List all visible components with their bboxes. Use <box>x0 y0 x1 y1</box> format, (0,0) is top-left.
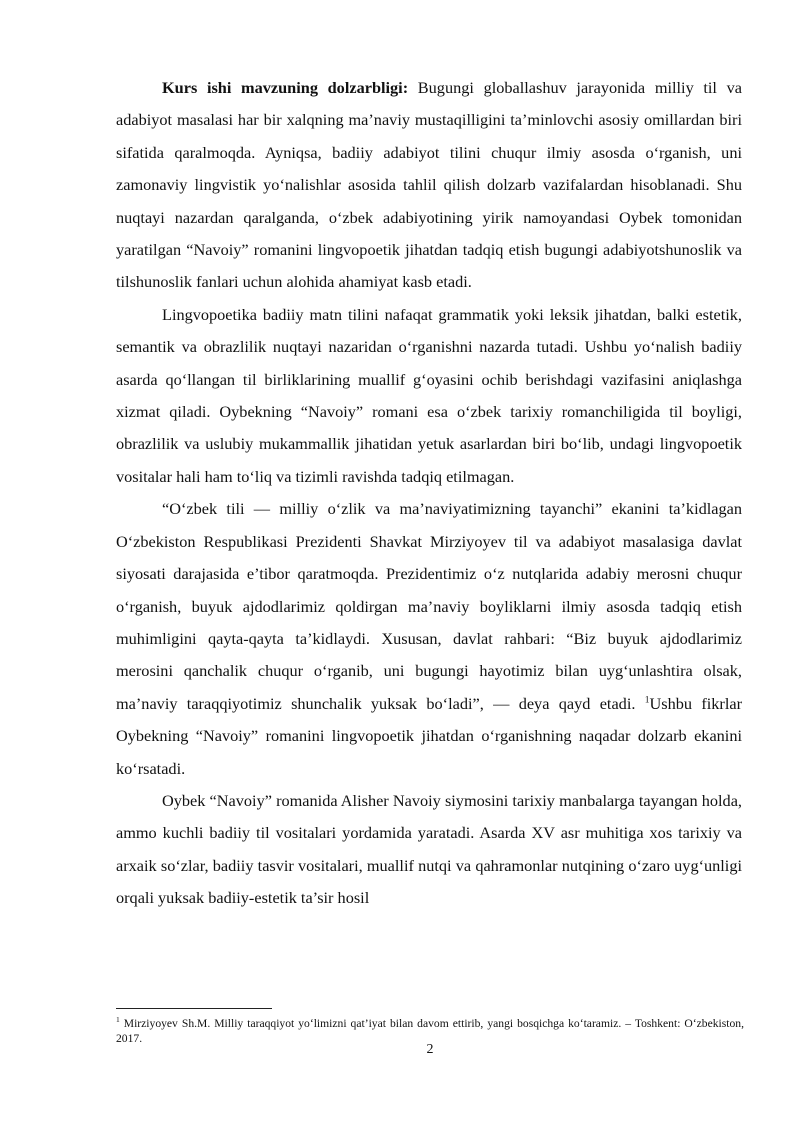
paragraph-text: Lingvopoetika badiiy matn tilini nafaqat grammatik yoki leksik jihatdan, balki estetik, semantik va obrazlilik nuqtayi nazaridan o‘rganishni nazarda tutadi. Ushbu yo‘nalish badiiy asarda qo‘llangan til birliklarining muallif g‘oyasini ochib berishdagi vazifasini aniqlashga xizmat qiladi. Oybekning “Navoiy” romani esa o‘zbek tarixiy romanchiligida til boyligi, obrazlilik va uslubiy mukammallik jihatidan yetuk asarlardan biri bo‘lib, undagi lingvopoetik vositalar hali ham to‘liq va tizimli ravishda tadqiq etilmagan. <box>116 304 742 486</box>
paragraph-relevance <box>116 72 742 299</box>
footnote-text: Mirziyoyev Sh.M. Milliy taraqqiyot yo‘limizni qat’iyat bilan davom ettirib, yangi bosqichga ko‘taramiz. – Toshkent: O‘zbekiston, 2017. <box>116 1017 744 1045</box>
paragraph-text: Oybek “Navoiy” romanida Alisher Navoiy siymosini tarixiy manbalarga tayangan holda, ammo kuchli badiiy til vositalari yordamida yaratadi. Asarda XV asr muhitiga xos tarixiy va arxaik so‘zlar, badiiy tasvir vositalari, muallif nutqi va qahramonlar nutqining o‘zaro uyg‘unligi orqali yuksak badiiy-estetik ta’sir hosil <box>116 790 742 908</box>
footnote-reference[interactable]: 1 <box>644 695 650 706</box>
paragraph-text: Ushbu fikrlar Oybekning “Navoiy” romanini lingvopoetik jihatdan o‘rganishning naqadar dolzarb ekanini ko‘rsatadi. <box>116 693 743 778</box>
paragraph-text: Bugungi globallashuv jarayonida milliy til va adabiyot masalasi har bir xalqning ma’naviy mustaqilligini ta’minlovchi asosiy omillardan biri sifatida qaralmoqda. Ayniqsa, badiiy adabiyot tilini chuqur ilmiy asosda o‘rganish, uni zamonaviy lingvistik yo‘nalishlar asosida tahlil qilish dolzarb vazifalardan hisoblanadi. Shu nuqtayi nazardan qaralganda, o‘zbek adabiyotining yirik namoyandasi Oybek tomonidan yaratilgan “Navoiy” romanini lingvopoetik jihatdan tadqiq etish bugungi adabiyotshunoslik va tilshunoslik fanlari uchun alohida ahamiyat kasb etadi. <box>116 78 742 292</box>
footnote-separator <box>116 1008 272 1009</box>
page-number: 2 <box>426 1042 434 1057</box>
section-heading: Kurs ishi mavzuning dolzarbligi: <box>162 78 409 97</box>
body-text <box>116 72 742 915</box>
paragraph-president-quote <box>116 493 742 785</box>
paragraph-text: “O‘zbek tili — milliy o‘zlik va ma’naviyatimizning tayanchi” ekanini ta’kidlagan O‘zbekiston Respublikasi Prezidenti Shavkat Mirziyoyev til va adabiyot masalasiga davlat siyosati darajasida e’tibor qaratmoqda. Prezidentimiz o‘z nutqlarida adabiy merosni chuqur o‘rganish, buyuk ajdodlarimiz qoldirgan ma’naviy boyliklarni ilmiy asosda tadqiq etish muhimligini qayta-qayta ta’kidlaydi. Xususan, davlat rahbari: “Biz buyuk ajdodlarimiz merosini qanchalik chuqur o‘rganib, uni bugungi hayotimiz bilan uyg‘unlashtira olsak, ma’naviy taraqqiyotimiz shunchalik yuksak bo‘ladi”, — deya qayd etadi. <box>116 499 742 713</box>
footnote-mark: 1 <box>116 1015 120 1025</box>
paragraph-lingvopoetics <box>116 299 742 493</box>
paragraph-novel <box>116 785 742 915</box>
